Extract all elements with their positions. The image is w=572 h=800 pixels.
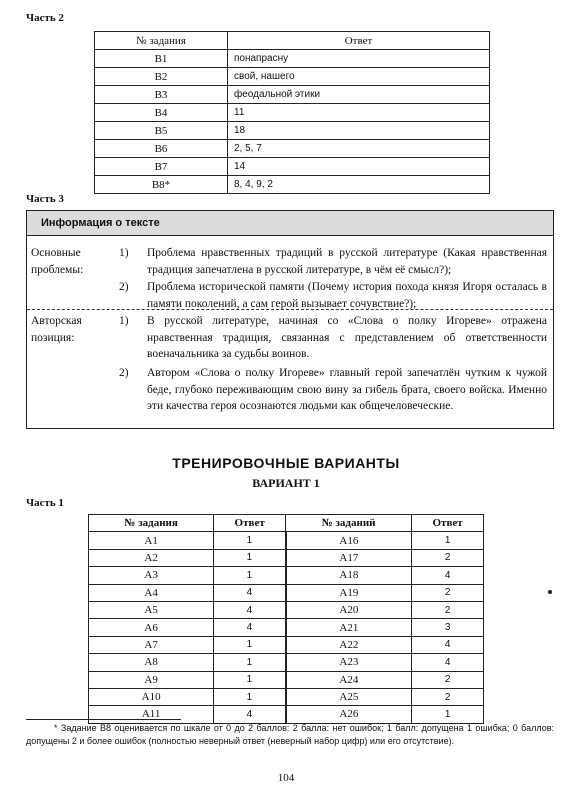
task-number: А20 [286,601,412,618]
item-number: 2) [119,367,129,379]
page-number: 104 [277,772,295,784]
table-row [89,619,484,636]
column-header-answer: Ответ [228,32,490,50]
answer: 2 [412,549,484,566]
column-header-task-number: № задания [89,515,214,532]
table-row [89,532,484,549]
table-row [89,567,484,584]
author-position-label: Авторская позиция: [31,315,82,344]
part1-label: Часть 1 [26,497,64,509]
task-number: А10 [89,688,214,705]
task-number: А3 [89,567,214,584]
task-number: А6 [89,619,214,636]
problems-label: Основные проблемы: [31,247,84,276]
task-number: А26 [286,706,412,723]
answer: понапрасну [228,50,490,68]
answer: 8, 4, 9, 2 [228,176,490,194]
task-number: А17 [286,549,412,566]
answer: 1 [214,549,286,566]
item-text: Автором «Слова о полку Игореве» главный герой запечатлён чутким к чужой беде, глубоко переживающим свою вину за гибель брата, своего войска. Именно эти качества героя осознаются людьми как общечеловеческие. [147,367,547,412]
task-number: В7 [95,158,228,176]
table-row [89,654,484,671]
item-text: В русской литературе, начиная со «Слова о полку Игореве» отражена нравственная традиция, связанная с представлением об ответственности военачальника за судьбы воинов. [147,315,547,360]
table-header-row [89,515,484,532]
table-row [95,50,490,68]
answer: 2 [412,584,484,601]
table-row [89,601,484,618]
table-row [89,706,484,723]
task-number: А21 [286,619,412,636]
answer: 2 [412,688,484,705]
section-divider [27,309,553,310]
answer: 18 [228,122,490,140]
answer: 1 [214,532,286,549]
table-row [89,549,484,566]
answer: 1 [412,706,484,723]
answer: 3 [412,619,484,636]
task-number: А24 [286,671,412,688]
scan-speck [548,590,552,594]
item-number: 2) [119,281,129,293]
task-number: А8 [89,654,214,671]
answer: 2 [412,601,484,618]
task-number: А9 [89,671,214,688]
answer: 2 [412,671,484,688]
task-number: А16 [286,532,412,549]
answer: свой, нашего [228,68,490,86]
table-header-row [95,32,490,50]
task-number: В1 [95,50,228,68]
task-number: А2 [89,549,214,566]
answer: 1 [214,688,286,705]
text-info-box [26,210,554,429]
answer: 1 [214,654,286,671]
answer: 11 [228,104,490,122]
task-number: В8* [95,176,228,194]
footnote: * Задание В8 оценивается по шкале от 0 до 2 баллов: 2 балла: нет ошибок; 1 балл: допущена 1 ошибка; 0 баллов: допущены 2 и более ошибок (полностью неверный ответ (неверный набор цифр) или его отсутствие). [26,723,554,746]
task-number: А18 [286,567,412,584]
task-number: А19 [286,584,412,601]
task-number: А25 [286,688,412,705]
task-number: А7 [89,636,214,653]
task-number: В2 [95,68,228,86]
table-row [95,86,490,104]
answer: 1 [214,671,286,688]
task-number: А5 [89,601,214,618]
table-row [89,688,484,705]
task-number: А22 [286,636,412,653]
table-row [95,176,490,194]
item-number: 1) [119,315,129,327]
answer: 2, 5, 7 [228,140,490,158]
answer: 4 [412,567,484,584]
answer: 4 [412,654,484,671]
column-header-task-number: № задания [95,32,228,50]
table-row [89,636,484,653]
answer: феодальной этики [228,86,490,104]
answer: 4 [214,584,286,601]
task-number: В4 [95,104,228,122]
table-row [95,140,490,158]
task-number: В6 [95,140,228,158]
task-number: А11 [89,706,214,723]
table-row [95,158,490,176]
table-row [95,104,490,122]
variant-answer-table [88,514,484,724]
column-header-answer: Ответ [214,515,286,532]
answer: 4 [214,601,286,618]
table-row [89,671,484,688]
answer: 1 [214,636,286,653]
table-row [89,584,484,601]
task-number: А23 [286,654,412,671]
variant-title: ВАРИАНТ 1 [252,476,320,490]
part3-label: Часть 3 [26,193,64,205]
task-number: В3 [95,86,228,104]
table-row [95,122,490,140]
problems-section [27,245,553,317]
section-title: ТРЕНИРОВОЧНЫЕ ВАРИАНТЫ [172,455,400,471]
part2-answer-table [94,31,490,194]
item-text: Проблема исторической памяти (Почему история похода князя Игоря осталась в памяти поколений, а сам герой вызывает сочувствие?); [147,281,547,310]
answer: 1 [214,567,286,584]
column-header-task-number: № заданий [286,515,412,532]
task-number: А4 [89,584,214,601]
answer: 4 [412,636,484,653]
author-position-section [27,313,553,425]
item-number: 1) [119,247,129,259]
column-header-answer: Ответ [412,515,484,532]
footnote-rule [26,719,181,720]
answer: 14 [228,158,490,176]
task-number: А1 [89,532,214,549]
table-row [95,68,490,86]
task-number: В5 [95,122,228,140]
answer: 4 [214,706,286,723]
info-box-title: Информация о тексте [27,211,553,236]
answer: 4 [214,619,286,636]
item-text: Проблема нравственных традиций в русской литературе (Какая нравственная традиция запечатлена в русской литературе, в чём её смысл?); [147,247,547,276]
part2-label: Часть 2 [26,12,64,24]
answer: 1 [412,532,484,549]
